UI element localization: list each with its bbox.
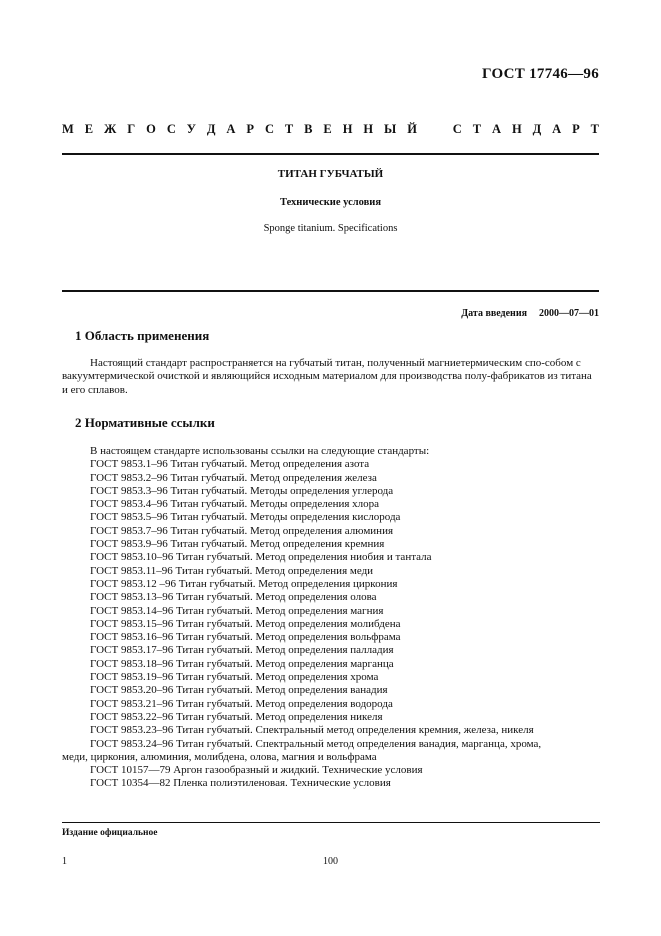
banner-letter: Н [342, 122, 353, 136]
reference-line: ГОСТ 9853.18–96 Титан губчатый. Метод определения марганца [90, 657, 394, 670]
top-rule [62, 153, 599, 155]
banner-letter: Д [206, 122, 216, 136]
banner-letter: Т [284, 122, 294, 136]
banner-letter: А [226, 122, 236, 136]
section-2-heading: 2 Нормативные ссылки [75, 415, 215, 430]
edition-label: Издание официальное [62, 828, 158, 838]
banner-letter: Д [532, 122, 542, 136]
banner-letter: О [146, 122, 156, 136]
reference-line: меди, циркония, алюминия, молибдена, олова, магния и вольфрама [62, 750, 377, 763]
banner-letter: С [166, 122, 176, 136]
banner-letter: Г [127, 122, 136, 136]
document-title-english: Sponge titanium. Specifications [263, 223, 398, 234]
banner-letter: Й [407, 122, 417, 136]
banner-letter: Р [246, 122, 255, 136]
reference-line: ГОСТ 9853.11–96 Титан губчатый. Метод определения меди [90, 564, 374, 577]
reference-line: ГОСТ 9853.12 –96 Титан губчатый. Метод определения циркония [90, 577, 398, 590]
introduction-date-label: Дата введения [461, 308, 527, 319]
reference-line: ГОСТ 9853.1–96 Титан губчатый. Метод определения азота [90, 458, 370, 471]
reference-line: ГОСТ 9853.15–96 Титан губчатый. Метод определения молибдена [90, 617, 401, 630]
reference-line: ГОСТ 9853.13–96 Титан губчатый. Метод определения олова [90, 591, 377, 604]
reference-line: ГОСТ 9853.23–96 Титан губчатый. Спектральный метод определения кремния, железа, никеля [90, 724, 534, 737]
reference-line: ГОСТ 9853.16–96 Титан губчатый. Метод определения вольфрама [90, 631, 401, 644]
gost-number: ГОСТ 17746—96 [481, 66, 599, 82]
page-number: 100 [323, 856, 338, 867]
references-list [62, 445, 600, 791]
reference-line: ГОСТ 9853.3–96 Титан губчатый. Методы определения углерода [90, 484, 394, 497]
reference-line: ГОСТ 9853.22–96 Титан губчатый. Метод определения никеля [90, 710, 383, 723]
banner-letter: С [452, 122, 462, 136]
reference-line: ГОСТ 10354—82 Пленка полиэтиленовая. Технические условия [90, 777, 391, 790]
banner-letter: Т [590, 122, 599, 136]
banner-letter: Н [511, 122, 522, 136]
section-1-paragraph [62, 357, 600, 397]
reference-line: ГОСТ 9853.14–96 Титан губчатый. Метод определения магния [90, 604, 384, 617]
banner-letter: А [552, 122, 562, 136]
introduction-date [461, 308, 599, 319]
reference-line: ГОСТ 9853.24–96 Титан губчатый. Спектральный метод определения ванадия, марганца, хрома, [90, 737, 542, 750]
reference-line: ГОСТ 9853.7–96 Титан губчатый. Метод определения алюминия [90, 524, 394, 537]
document-title: ТИТАН ГУБЧАТЫЙ [277, 168, 384, 180]
banner-letter: А [492, 122, 502, 136]
banner-letter: Ж [104, 122, 117, 136]
banner-letter: У [186, 122, 196, 136]
section-1-text: Настоящий стандарт распространяется на губчатый титан, полученный магниетермическим спо-собом с вакуумтермической очисткой и являющийся исходным материалом для производства полу-фабрикатов из титана и его сплавов. [62, 357, 592, 396]
reference-line: ГОСТ 10157—79 Аргон газообразный и жидкий. Технические условия [90, 764, 423, 777]
banner-letter: Т [472, 122, 482, 136]
reference-line: ГОСТ 9853.5–96 Титан губчатый. Методы определения кислорода [90, 511, 401, 524]
reference-line: ГОСТ 9853.9–96 Титан губчатый. Метод определения кремния [90, 538, 385, 551]
banner-letter: Р [572, 122, 580, 136]
reference-line: ГОСТ 9853.4–96 Титан губчатый. Методы определения хлора [90, 498, 380, 511]
banner-letter: Н [363, 122, 374, 136]
reference-line: ГОСТ 9853.10–96 Титан губчатый. Метод определения ниобия и тантала [90, 551, 432, 564]
reference-line: ГОСТ 9853.2–96 Титан губчатый. Метод определения железа [90, 471, 377, 484]
reference-line: ГОСТ 9853.21–96 Титан губчатый. Метод определения водорода [90, 697, 393, 710]
banner-letter: Ы [384, 122, 397, 136]
reference-line: ГОСТ 9853.17–96 Титан губчатый. Метод определения палладия [90, 644, 394, 657]
banner-word-gap [428, 122, 442, 137]
banner-letter: В [304, 122, 313, 136]
page-marker-left: 1 [62, 856, 67, 867]
banner-letter: Е [323, 122, 332, 136]
middle-rule [62, 290, 599, 292]
standard-banner [62, 122, 599, 137]
reference-line: ГОСТ 9853.20–96 Титан губчатый. Метод определения ванадия [90, 684, 388, 697]
document-subtitle: Технические условия [279, 197, 382, 208]
introduction-date-value: 2000—07—01 [539, 308, 599, 319]
section-1-heading: 1 Область применения [75, 328, 210, 343]
banner-letter: Е [84, 122, 94, 136]
footer-rule [62, 822, 600, 823]
reference-line: В настоящем стандарте использованы ссылки на следующие стандарты: [90, 445, 430, 457]
reference-line: ГОСТ 9853.19–96 Титан губчатый. Метод определения хрома [90, 671, 379, 684]
banner-letter: С [264, 122, 274, 136]
banner-letter: М [62, 122, 74, 136]
